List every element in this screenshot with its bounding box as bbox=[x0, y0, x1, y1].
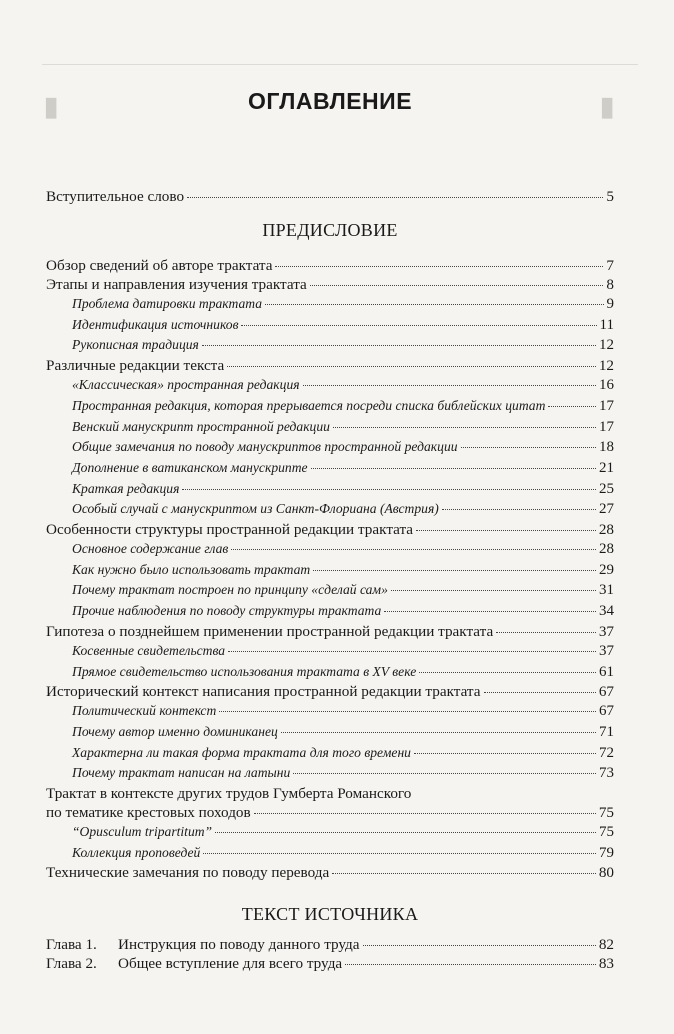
toc-entry-label: Этапы и направления изучения трактата bbox=[46, 276, 307, 293]
toc-subentry[interactable] bbox=[46, 763, 614, 784]
toc-subentry[interactable] bbox=[46, 499, 614, 520]
toc-entry-page: 12 bbox=[599, 337, 614, 354]
toc-entry-page: 18 bbox=[599, 439, 614, 456]
leader-dots bbox=[548, 406, 596, 407]
toc-entry-label: Пространная редакция, которая прерывается посреди списка библейских цитат bbox=[72, 397, 546, 413]
chapter-number: Глава 2. bbox=[46, 955, 97, 973]
leader-dots bbox=[231, 549, 596, 550]
toc-subentry[interactable] bbox=[46, 580, 614, 601]
toc-entry-label-line2: по тематике крестовых походов bbox=[46, 804, 251, 822]
toc-entry-label: Проблема датировки трактата bbox=[72, 296, 263, 311]
chapter-page: 82 bbox=[598, 936, 614, 954]
toc-entry-page: 25 bbox=[599, 480, 614, 497]
toc-entry-page: 11 bbox=[599, 316, 614, 333]
toc-entry[interactable] bbox=[46, 275, 614, 294]
toc-entry-technical-notes[interactable] bbox=[46, 863, 614, 882]
leader-dots bbox=[241, 325, 596, 326]
toc-subentry[interactable] bbox=[46, 560, 614, 581]
toc-entry-label: Рукописная традиция bbox=[72, 337, 199, 353]
leader-dots bbox=[484, 692, 596, 693]
leader-dots bbox=[311, 468, 596, 469]
leader-dots bbox=[414, 753, 596, 754]
toc-entry-page: 31 bbox=[599, 582, 614, 599]
leader-dots bbox=[332, 873, 596, 874]
toc-entry-page: 7 bbox=[606, 257, 614, 274]
toc-entry-page: 37 bbox=[598, 622, 614, 640]
toc-entry-label: Коллекция проповедей bbox=[72, 844, 201, 860]
table-of-contents bbox=[46, 84, 614, 973]
leader-dots bbox=[202, 345, 596, 346]
toc-entry-page: 8 bbox=[606, 276, 614, 293]
toc-entry-page: 79 bbox=[599, 844, 614, 861]
toc-entry-label-line1: Трактат в контексте других трудов Гумберта Романского bbox=[46, 785, 412, 803]
toc-entry-page: 37 bbox=[599, 642, 614, 659]
leader-dots bbox=[281, 732, 596, 733]
bleed-through: ▮ ▮ bbox=[0, 0, 674, 1034]
toc-subentry[interactable] bbox=[46, 458, 614, 479]
toc-subentry[interactable] bbox=[46, 396, 614, 417]
toc-entry-label: Косвенные свидетельства bbox=[72, 642, 226, 658]
leader-dots bbox=[363, 945, 596, 946]
toc-entry-label: Прочие наблюдения по поводу структуры трактата bbox=[72, 603, 382, 619]
toc-subentry[interactable] bbox=[46, 662, 614, 683]
toc-entry-page: 71 bbox=[599, 723, 614, 740]
leader-dots bbox=[227, 366, 596, 367]
leader-dots bbox=[419, 672, 596, 673]
toc-entry-page: 17 bbox=[599, 397, 614, 414]
toc-entry[interactable] bbox=[46, 682, 614, 701]
toc-entry-label: Дополнение в ватиканском манускрипте bbox=[72, 459, 308, 475]
chapter-page: 83 bbox=[598, 955, 614, 973]
toc-entry-label: Идентификация источников bbox=[72, 316, 239, 332]
toc-subentry[interactable] bbox=[46, 641, 614, 662]
toc-entry-label: Гипотеза о позднейшем применении пространной редакции трактата bbox=[46, 622, 494, 640]
leader-dots bbox=[228, 651, 596, 652]
toc-subentry[interactable] bbox=[46, 701, 614, 722]
section-heading-preface: ПРЕДИСЛОВИЕ bbox=[262, 220, 398, 240]
humbert-sub-list bbox=[46, 822, 614, 863]
leader-dots bbox=[293, 773, 596, 774]
preface-list bbox=[46, 256, 614, 784]
toc-entry-page: 28 bbox=[599, 541, 614, 558]
toc-entry-page: 61 bbox=[599, 663, 614, 680]
toc-entry-label: Краткая редакция bbox=[72, 480, 180, 496]
toc-entry-label: Политический контекст bbox=[72, 703, 217, 719]
toc-entry-label: Общие замечания по поводу манускриптов пространной редакции bbox=[72, 439, 458, 455]
chapter-list bbox=[46, 935, 614, 973]
toc-entry-page: 27 bbox=[599, 501, 614, 518]
toc-entry-label: Особенности структуры пространной редакции трактата bbox=[46, 521, 414, 539]
chapter-title: Инструкция по поводу данного труда bbox=[118, 936, 360, 954]
toc-entry-label: Вступительное слово bbox=[46, 188, 185, 205]
toc-entry-label: “Opusculum tripartitum” bbox=[72, 824, 213, 840]
toc-subentry[interactable] bbox=[46, 417, 614, 438]
toc-entry-label: Почему трактат написан на латыни bbox=[72, 765, 291, 781]
leader-dots bbox=[303, 385, 596, 386]
leader-dots bbox=[416, 530, 596, 531]
toc-entry[interactable] bbox=[46, 356, 614, 375]
leader-dots bbox=[203, 853, 596, 854]
toc-entry-label: Обзор сведений об авторе трактата bbox=[46, 257, 273, 274]
toc-entry-page: 16 bbox=[599, 377, 614, 394]
toc-entry-label: Исторический контекст написания пространной редакции трактата bbox=[46, 683, 481, 701]
toc-entry[interactable] bbox=[46, 622, 614, 641]
toc-subentry[interactable] bbox=[46, 822, 614, 843]
chapter-title: Общее вступление для всего труда bbox=[118, 955, 343, 973]
leader-dots bbox=[254, 813, 596, 814]
toc-subentry[interactable] bbox=[46, 601, 614, 622]
section-heading-source-text: ТЕКСТ ИСТОЧНИКА bbox=[241, 904, 419, 925]
leader-dots bbox=[384, 611, 596, 612]
toc-entry-label: Особый случай с манускриптом из Санкт-Флориана (Австрия) bbox=[72, 501, 439, 517]
toc-entry[interactable] bbox=[46, 520, 614, 539]
toc-entry-page: 12 bbox=[598, 357, 614, 375]
toc-entry-page: 75 bbox=[598, 804, 614, 822]
leader-dots bbox=[391, 590, 596, 591]
toc-entry-label: Технические замечания по поводу перевода bbox=[46, 864, 330, 882]
toc-entry-page: 73 bbox=[599, 765, 614, 782]
toc-entry-intro[interactable] bbox=[46, 187, 614, 206]
leader-dots bbox=[219, 711, 596, 712]
toc-entry-page: 9 bbox=[606, 296, 614, 312]
leader-dots bbox=[442, 509, 596, 510]
toc-entry-label: «Классическая» пространная редакция bbox=[72, 377, 300, 393]
toc-entry-page: 67 bbox=[598, 683, 614, 701]
chapter-number: Глава 1. bbox=[46, 936, 97, 954]
toc-subentry[interactable] bbox=[46, 375, 614, 396]
toc-entry-label: Основное содержание глав bbox=[72, 541, 229, 557]
toc-subentry[interactable] bbox=[46, 294, 614, 315]
toc-entry-label: Почему трактат построен по принципу «сделай сам» bbox=[72, 582, 388, 598]
toc-entry-page: 75 bbox=[599, 824, 614, 841]
toc-entry-humbert[interactable] bbox=[46, 784, 614, 822]
leader-dots bbox=[182, 489, 596, 490]
toc-entry-label: Прямое свидетельство использования трактата в XV веке bbox=[72, 663, 417, 679]
toc-entry-page: 29 bbox=[599, 561, 614, 578]
leader-dots bbox=[461, 447, 596, 448]
leader-dots bbox=[187, 197, 603, 198]
toc-entry-label: Как нужно было использовать трактат bbox=[72, 561, 311, 577]
chapter-entry[interactable] bbox=[46, 935, 614, 954]
toc-entry[interactable] bbox=[46, 256, 614, 275]
toc-entry-page: 67 bbox=[599, 703, 614, 720]
leader-dots bbox=[310, 285, 604, 286]
page-title: ОГЛАВЛЕНИЕ bbox=[247, 88, 413, 114]
leader-dots bbox=[496, 632, 596, 633]
toc-entry-label: Характерна ли такая форма трактата для того времени bbox=[72, 744, 411, 760]
leader-dots bbox=[215, 832, 596, 833]
toc-entry-label: Почему автор именно доминиканец bbox=[72, 723, 278, 739]
toc-subentry[interactable] bbox=[46, 539, 614, 560]
leader-dots bbox=[313, 570, 596, 571]
toc-entry-label: Венский манускрипт пространной редакции bbox=[72, 418, 330, 434]
toc-entry-page: 28 bbox=[598, 521, 614, 539]
toc-entry-label: Различные редакции текста bbox=[46, 357, 225, 375]
toc-entry-page: 72 bbox=[599, 744, 614, 761]
leader-dots bbox=[333, 427, 596, 428]
toc-subentry[interactable] bbox=[46, 843, 614, 864]
toc-subentry[interactable] bbox=[46, 722, 614, 743]
toc-entry-page: 80 bbox=[598, 864, 614, 882]
leader-dots bbox=[345, 964, 596, 965]
toc-subentry[interactable] bbox=[46, 437, 614, 458]
leader-dots bbox=[275, 266, 603, 267]
toc-subentry[interactable] bbox=[46, 743, 614, 764]
chapter-entry[interactable] bbox=[46, 954, 614, 973]
leader-dots bbox=[265, 304, 603, 305]
toc-entry-page: 17 bbox=[599, 418, 614, 435]
toc-subentry[interactable] bbox=[46, 315, 614, 336]
toc-subentry[interactable] bbox=[46, 335, 614, 356]
toc-subentry[interactable] bbox=[46, 479, 614, 500]
toc-entry-page: 21 bbox=[599, 459, 614, 476]
toc-entry-page: 34 bbox=[599, 603, 614, 620]
toc-entry-page: 5 bbox=[606, 188, 614, 205]
